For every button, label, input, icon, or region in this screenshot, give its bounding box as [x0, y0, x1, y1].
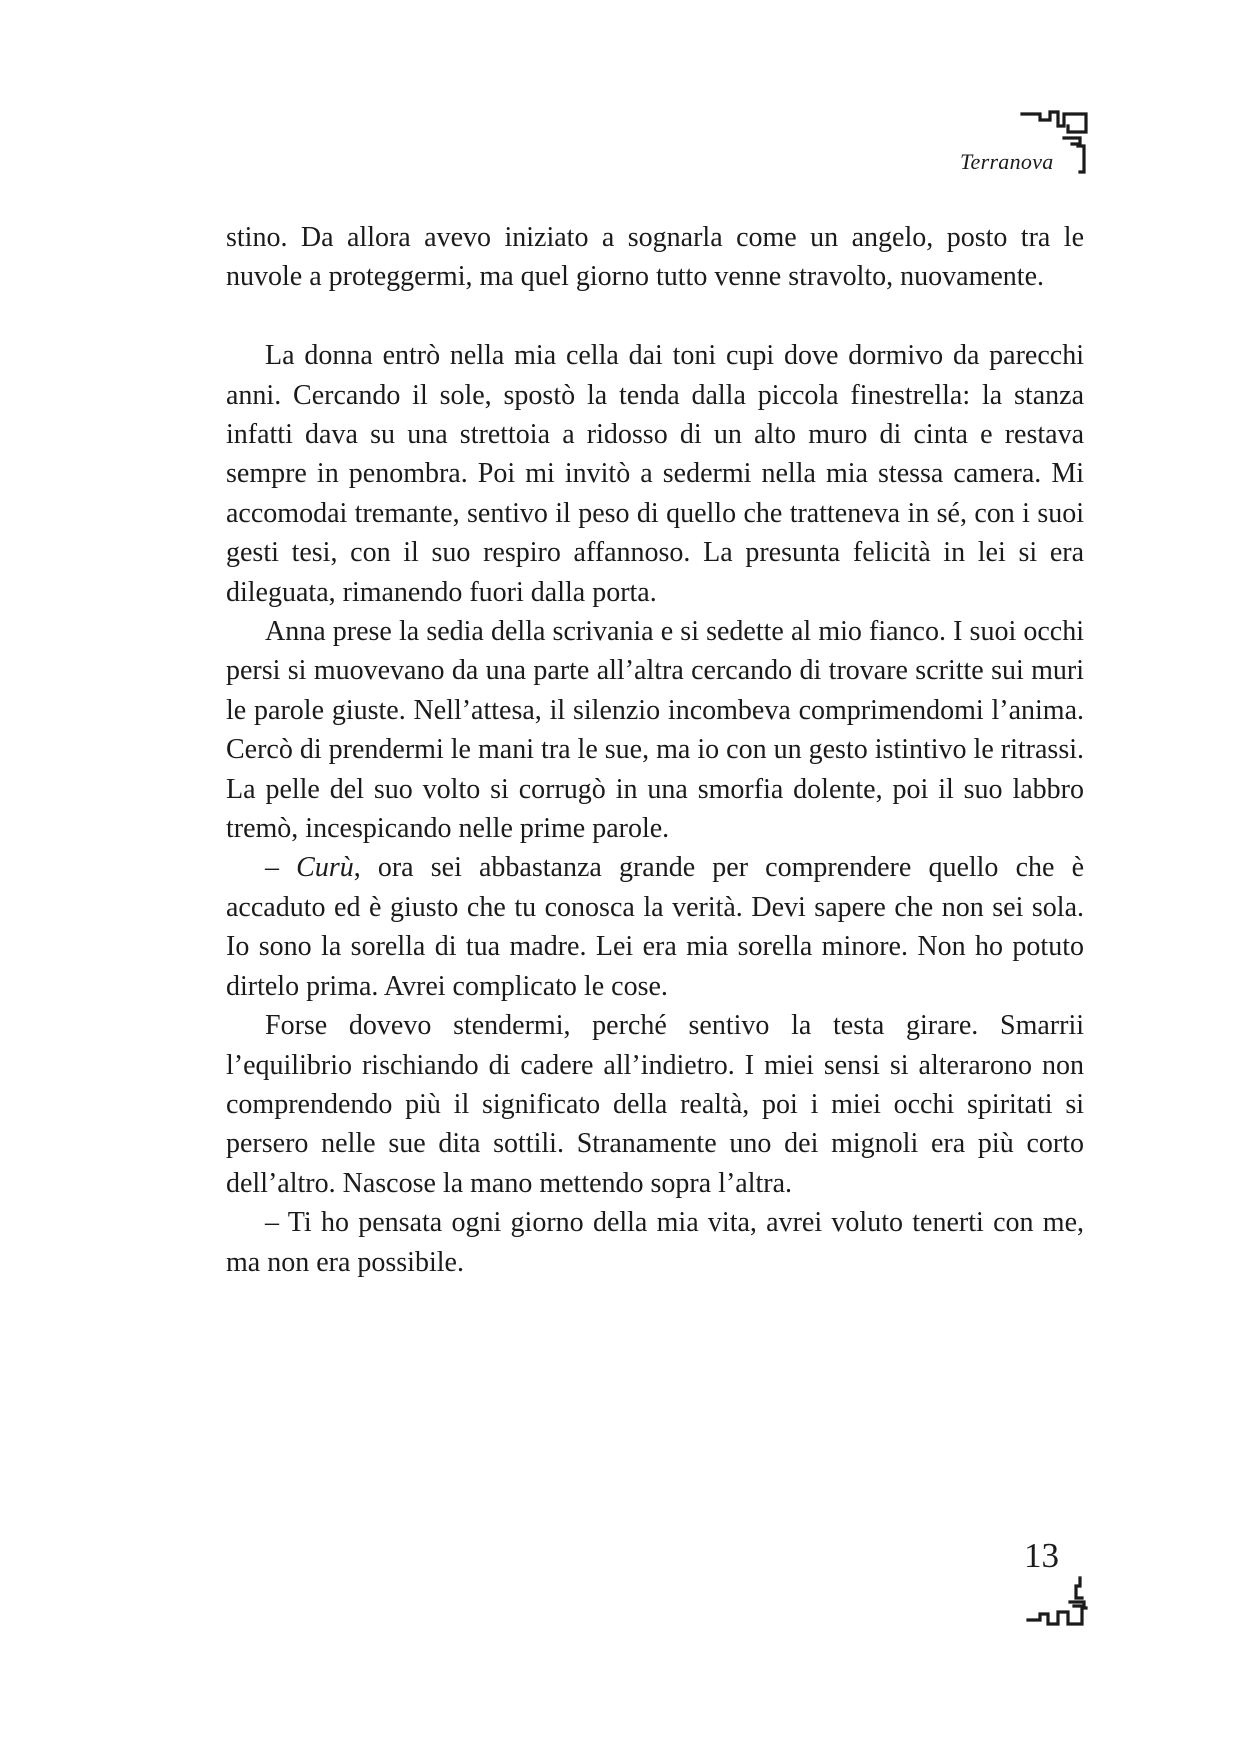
dialogue-dash: – — [265, 852, 297, 884]
corner-ornament-bottom-icon — [1026, 1576, 1090, 1628]
page-body-text — [226, 218, 1084, 1282]
dialogue-paragraph: – Ti ho pensata ogni giorno della mia vita, avrei voluto tenerti con me, ma non era possibile. — [226, 1207, 1084, 1278]
page-number: 13 — [1024, 1536, 1059, 1575]
paragraph: Forse dovevo stendermi, perché sentivo la testa girare. Smarrii l’equilibrio rischiando di cadere all’indietro. I miei sensi si alterarono non comprendendo più il significato della realtà, poi i miei occhi spiritati si persero nelle sue dita sottili. Stranamente uno dei mignoli era più corto dell’altro. Nascose la mano mettendo sopra l’altra. — [226, 1010, 1084, 1199]
dialogue-text: , ora sei abbastanza grande per comprendere quello che è accaduto ed è giusto che tu conosca la verità. Devi sapere che non sei sola. Io sono la sorella di tua madre. Lei era mia sorella minore. Non ho potuto dirtelo prima. Avrei complicato le cose. — [226, 852, 1084, 1002]
paragraph-continuation: stino. Da allora avevo iniziato a sognarla come un angelo, posto tra le nuvole a proteggermi, ma quel giorno tutto venne stravolto, nuovamente. — [226, 222, 1084, 293]
italic-name: Curù — [296, 852, 354, 884]
paragraph: La donna entrò nella mia cella dai toni cupi dove dormivo da parecchi anni. Cercando il sole, spostò la tenda dalla piccola finestrella: la stanza infatti dava su una strettoia a ridosso di un alto muro di cinta e restava sempre in penombra. Poi mi invitò a sedermi nella mia stessa camera. Mi accomodai tremante, sentivo il peso di quello che tratteneva in sé, con i suoi gesti tesi, con il suo respiro affannoso. La presunta felicità in lei si era dileguata, rimanendo fuori dalla porta. — [226, 340, 1084, 608]
paragraph: Anna prese la sedia della scrivania e si sedette al mio fianco. I suoi occhi persi si muovevano da una parte all’altra cercando di trovare scritte sui muri le parole giuste. Nell’attesa, il silenzio incombeva comprimendomi l’anima. Cercò di prendermi le mani tra le sue, ma io con un gesto istintivo le ritrassi. La pelle del suo volto si corrugò in una smorfia dolente, poi il suo labbro tremò, incespicando nelle prime parole. — [226, 616, 1084, 845]
running-header-title: Terranova — [960, 149, 1054, 174]
dialogue-paragraph — [226, 848, 1084, 1006]
